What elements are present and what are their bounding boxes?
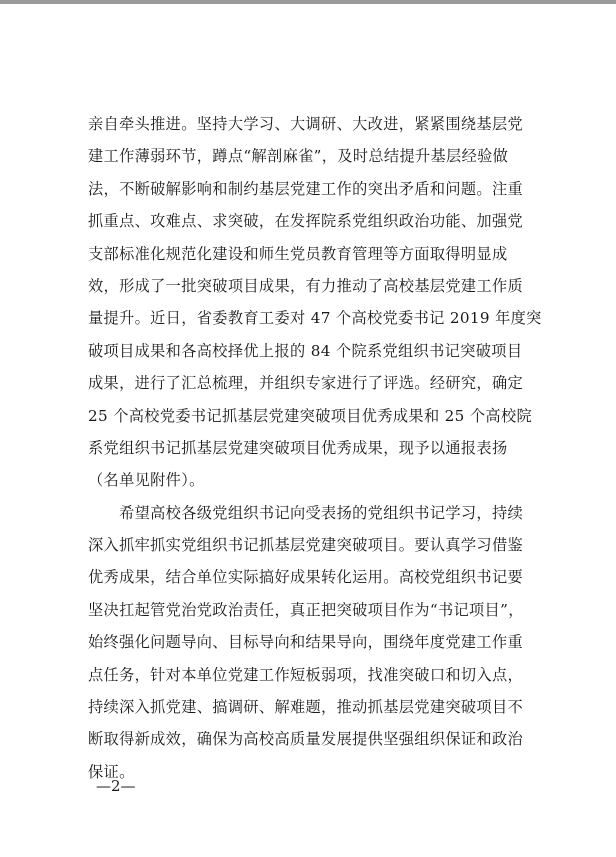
text-line: 建工作薄弱环节，蹲点“解剖麻雀”，及时总结提升基层经验做 xyxy=(88,147,509,166)
text-line: 效，形成了一批突破项目成果，有力推动了高校基层党建工作质 xyxy=(88,276,524,295)
text-line: 希望高校各级党组织书记向受表扬的党组织书记学习，持续 xyxy=(88,503,524,522)
text-line: 点任务，针对本单位党建工作短板弱项，找准突破口和切入点， xyxy=(88,665,524,684)
text-line: 量提升。近日，省委教育工委对 47 个高校党委书记 2019 年度突 xyxy=(88,309,542,328)
text-line: （名单见附件）。 xyxy=(88,471,205,490)
text-line: 破项目成果和各高校择优上报的 84 个院系党组织书记突破项目 xyxy=(88,341,523,360)
text-line: 支部标准化规范化建设和师生党员教育管理等方面取得明显成 xyxy=(88,244,508,263)
text-line: 优秀成果，结合单位实际搞好成果转化运用。高校党组织书记要 xyxy=(88,568,524,587)
text-line: 成果，进行了汇总梳理，并组织专家进行了评选。经研究，确定 xyxy=(88,374,524,393)
text-line: 深入抓牢抓实党组织书记抓基层党建突破项目。要认真学习借鉴 xyxy=(88,536,524,555)
text-line: 持续深入抓党建、搞调研、解难题，推动抓基层党建突破项目不 xyxy=(88,698,524,717)
text-line: 法，不断破解影响和制约基层党建工作的突出矛盾和问题。注重 xyxy=(88,179,524,198)
document-body xyxy=(88,108,542,788)
text-line: 抓重点、攻难点、求突破，在发挥院系党组织政治功能、加强党 xyxy=(88,212,524,231)
text-line: 始终强化问题导向、目标导向和结果导向，围绕年度党建工作重 xyxy=(88,633,524,652)
text-line: 保证。 xyxy=(88,762,135,781)
text-line: 系党组织书记抓基层党建突破项目优秀成果，现予以通报表扬 xyxy=(88,438,508,457)
text-line: 断取得新成效，确保为高校高质量发展提供坚强组织保证和政治 xyxy=(88,730,524,749)
text-line: 亲自牵头推进。坚持大学习、大调研、大改进，紧紧围绕基层党 xyxy=(88,115,524,133)
text-line: 坚决扛起管党治党政治责任，真正把突破项目作为“书记项目”， xyxy=(88,600,524,619)
top-border-rule xyxy=(0,0,616,4)
page-number: —2— xyxy=(96,777,136,795)
text-line: 25 个高校党委书记抓基层党建突破项目优秀成果和 25 个高校院 xyxy=(88,406,533,425)
